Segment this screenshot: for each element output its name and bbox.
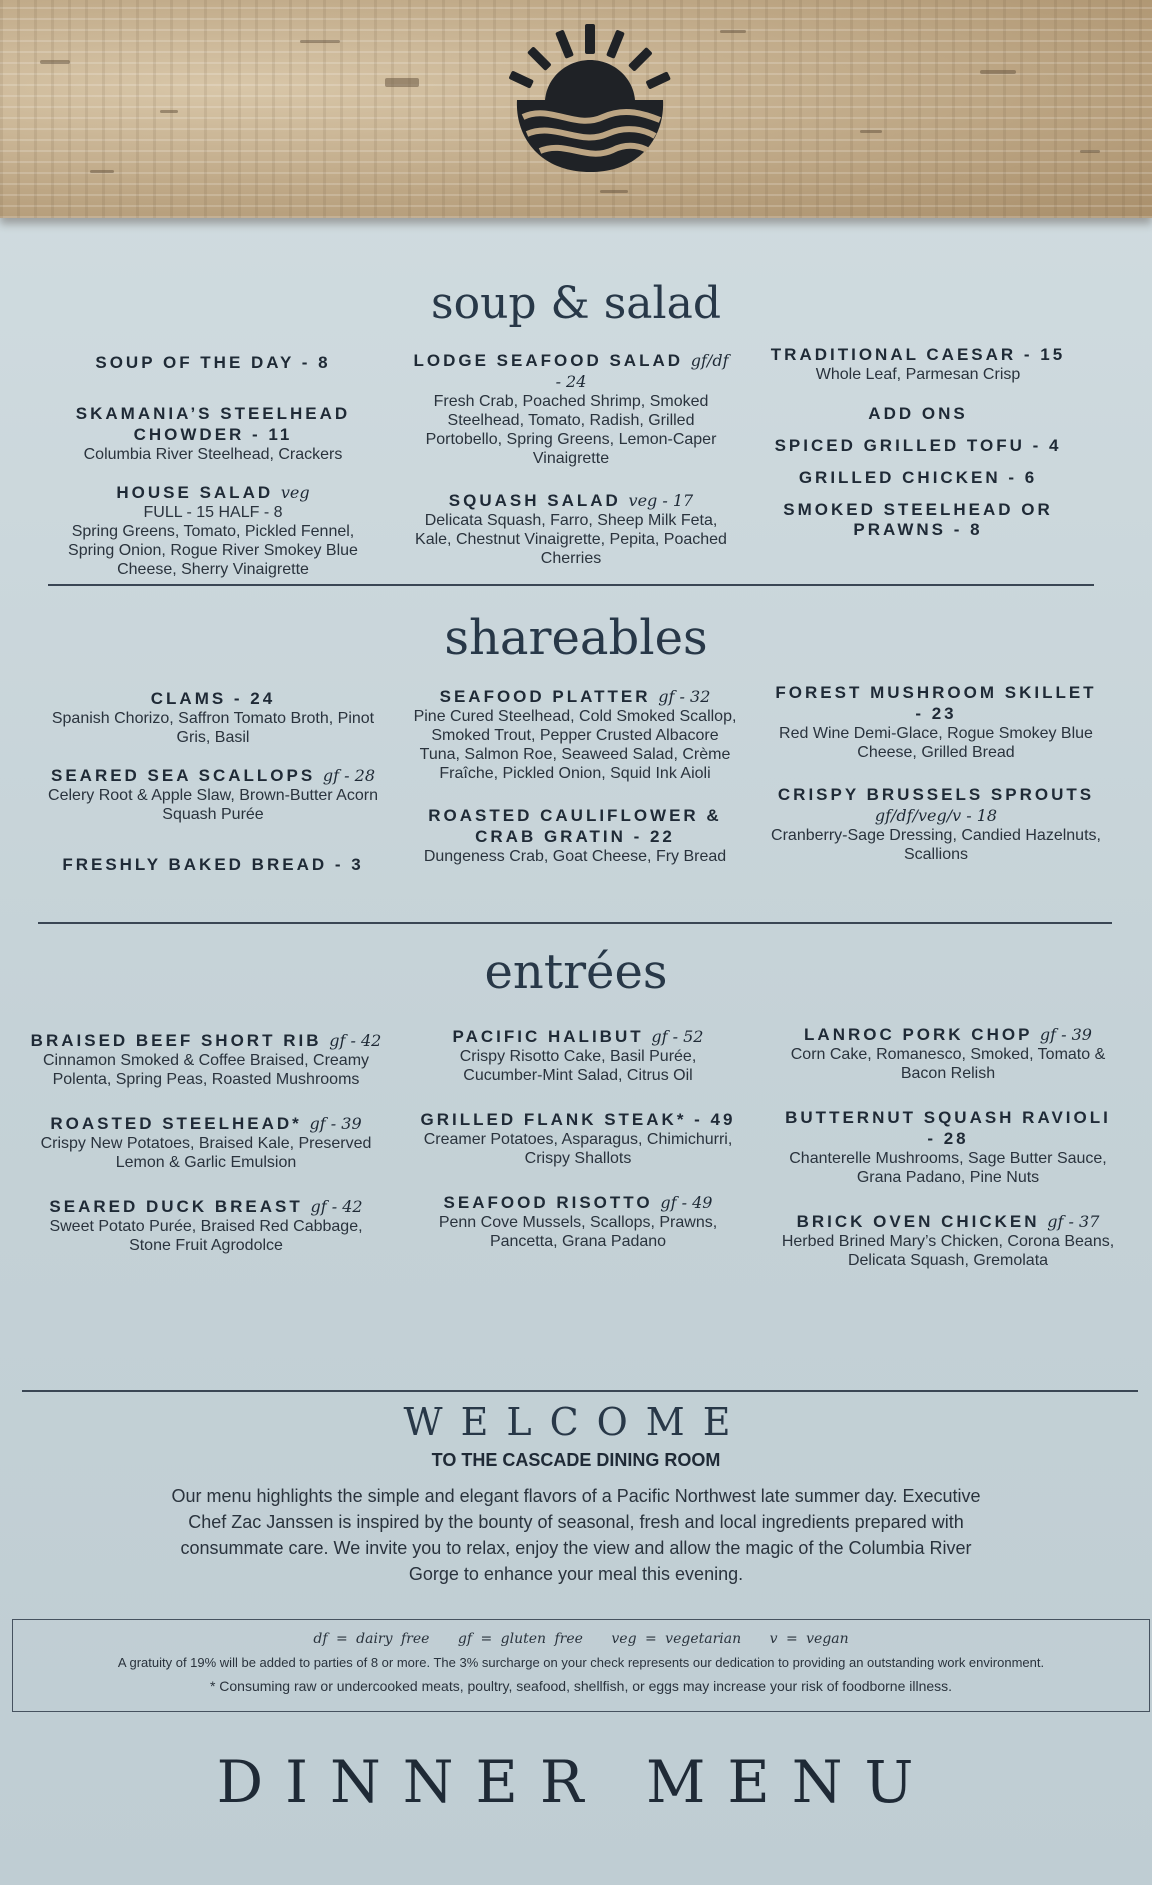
item-name: SEARED DUCK BREAST xyxy=(49,1197,303,1216)
item-desc: Sweet Potato Purée, Braised Red Cabbage, Stone Fruit Agrodolce xyxy=(49,1218,363,1254)
menu-item xyxy=(780,1211,1116,1270)
item-desc: Celery Root & Apple Slaw, Brown-Butter Acorn Squash Purée xyxy=(48,787,378,823)
item-desc: Crispy New Potatoes, Braised Kale, Preserved Lemon & Garlic Emulsion xyxy=(40,1135,372,1171)
item-desc: Cranberry-Sage Dressing, Candied Hazelnuts, Scallions xyxy=(771,827,1101,863)
menu-item xyxy=(418,1026,738,1085)
item-desc: Creamer Potatoes, Asparagus, Chimichurri, Crispy Shallots xyxy=(423,1131,733,1167)
legend-df: df = dairy free xyxy=(313,1631,430,1647)
item-desc: Herbed Brined Mary’s Chicken, Corona Beans, Delicata Squash, Gremolata xyxy=(781,1233,1115,1269)
section-divider xyxy=(48,584,1094,586)
item-desc: Penn Cove Mussels, Scallops, Prawns, Pancetta, Grana Padano xyxy=(438,1214,718,1250)
item-tag: gf/df/veg/v - 18 xyxy=(874,806,998,825)
entrees-center-column xyxy=(418,1026,738,1269)
soup-salad-right-column xyxy=(760,344,1076,552)
menu-item xyxy=(410,490,732,568)
item-tag: gf - 42 xyxy=(310,1197,363,1216)
menu-item xyxy=(48,352,378,373)
item-tag: gf - 49 xyxy=(660,1193,713,1212)
shareables-right-column xyxy=(768,682,1104,882)
soup-salad-left-column xyxy=(48,352,378,597)
menu-item xyxy=(780,1024,1116,1083)
shareables-left-column xyxy=(48,688,378,893)
menu-item xyxy=(410,350,732,468)
menu-item xyxy=(780,1107,1116,1187)
menu-item xyxy=(410,686,740,783)
item-tag: gf - 39 xyxy=(309,1114,362,1133)
addons-heading: ADD ONS xyxy=(868,404,968,423)
item-name: SQUASH SALAD xyxy=(448,491,621,510)
consumption-warning: * Consuming raw or undercooked meats, poultry, seafood, shellfish, or eggs may increase your risk of foodborne illness. xyxy=(209,1678,953,1694)
menu-item xyxy=(48,688,378,747)
section-divider xyxy=(38,922,1112,924)
item-name: ROASTED STEELHEAD* xyxy=(50,1114,302,1133)
item-desc: Fresh Crab, Poached Shrimp, Smoked Steelhead, Tomato, Radish, Grilled Portobello, Spring Greens, Lemon-Caper Vinaigrette xyxy=(425,393,717,467)
item-name: TRADITIONAL CAESAR - 15 xyxy=(770,345,1066,364)
item-name: BRICK OVEN CHICKEN xyxy=(796,1212,1040,1231)
menu-item xyxy=(28,1030,384,1089)
menu-item xyxy=(48,482,378,579)
entrees-left-column xyxy=(28,1030,384,1273)
item-desc: Dungeness Crab, Goat Cheese, Fry Bread xyxy=(423,848,727,865)
welcome-title: WELCOME xyxy=(403,1400,749,1444)
item-desc: Delicata Squash, Farro, Sheep Milk Feta, Kale, Chestnut Vinaigrette, Pepita, Poached Cherries xyxy=(415,512,727,567)
item-tag: gf - 28 xyxy=(322,766,376,785)
item-tag: gf - 32 xyxy=(658,687,711,706)
menu-item xyxy=(418,1192,738,1251)
item-name: LODGE SEAFOOD SALAD xyxy=(413,351,684,370)
item-name: SEAFOOD RISOTTO xyxy=(443,1193,653,1212)
item-name: GRILLED FLANK STEAK* - 49 xyxy=(420,1110,736,1129)
item-name: LANROC PORK CHOP xyxy=(804,1025,1033,1044)
item-tag: veg - 17 xyxy=(628,491,694,510)
legend-gf: gf = gluten free xyxy=(457,1631,583,1647)
clipboard-header xyxy=(0,0,1152,218)
menu-item xyxy=(760,344,1076,384)
shareables-center-column xyxy=(410,686,740,884)
item-tag: gf - 52 xyxy=(651,1027,704,1046)
item-name: HOUSE SALAD xyxy=(116,483,274,502)
welcome-body: Our menu highlights the simple and elegant flavors of a Pacific Northwest late summer day. Executive Chef Zac Janssen is inspired by the bounty of seasonal, fresh and local ingredients prepared with consummate care. We invite you to relax, enjoy the view and allow the magic of the Columbia River Gorge to enhance your meal this evening. xyxy=(171,1486,981,1584)
item-name: PACIFIC HALIBUT xyxy=(452,1027,644,1046)
menu-item xyxy=(48,765,378,824)
legend-v: v = vegan xyxy=(769,1631,849,1647)
entrees-right-column xyxy=(780,1024,1116,1288)
item-tag: gf - 39 xyxy=(1039,1025,1092,1044)
menu-item xyxy=(768,784,1104,864)
menu-item xyxy=(48,403,378,464)
soup-salad-title: soup & salad xyxy=(431,278,721,329)
item-name: SKAMANIA’S STEELHEAD CHOWDER - 11 xyxy=(75,404,351,444)
legend-box xyxy=(12,1619,1150,1712)
legend-veg: veg = vegetarian xyxy=(611,1631,742,1647)
addon-item: GRILLED CHICKEN - 6 xyxy=(798,468,1038,487)
item-desc: Red Wine Demi-Glace, Rogue Smokey Blue Cheese, Grilled Bread xyxy=(779,725,1093,761)
item-desc: Pine Cured Steelhead, Cold Smoked Scallop, Smoked Trout, Pepper Crusted Albacore Tuna, Salmon Roe, Seaweed Salad, Crème Fraîche, Pickled Onion, Squid Ink Aioli xyxy=(413,708,737,782)
menu-item xyxy=(28,1113,384,1172)
shareables-title: shareables xyxy=(444,610,708,666)
item-name: BRAISED BEEF SHORT RIB xyxy=(30,1031,322,1050)
menu-item xyxy=(768,682,1104,762)
item-tag: gf - 37 xyxy=(1047,1212,1100,1231)
item-tag: gf/df - 24 xyxy=(555,351,729,391)
menu-item xyxy=(28,1196,384,1255)
soup-salad-center-column xyxy=(410,350,732,586)
item-name: FRESHLY BAKED BREAD - 3 xyxy=(62,855,364,874)
welcome-subtitle: TO THE CASCADE DINING ROOM xyxy=(431,1450,721,1470)
item-name: BUTTERNUT SQUASH RAVIOLI - 28 xyxy=(785,1108,1111,1148)
addon-item: SPICED GRILLED TOFU - 4 xyxy=(774,436,1062,455)
item-name: FOREST MUSHROOM SKILLET - 23 xyxy=(775,683,1097,723)
item-desc: Spanish Chorizo, Saffron Tomato Broth, Pinot Gris, Basil xyxy=(51,710,375,746)
item-desc: Crispy Risotto Cake, Basil Purée, Cucumber-Mint Salad, Citrus Oil xyxy=(459,1048,697,1084)
item-name: SEAFOOD PLATTER xyxy=(439,687,651,706)
item-desc: Cinnamon Smoked & Coffee Braised, Creamy Polenta, Spring Peas, Roasted Mushrooms xyxy=(42,1052,370,1088)
menu-item xyxy=(418,1109,738,1168)
item-desc: Whole Leaf, Parmesan Crisp xyxy=(815,366,1021,383)
item-name: CRISPY BRUSSELS SPROUTS xyxy=(777,785,1095,804)
item-desc: FULL - 15 HALF - 8 Spring Greens, Tomato, Pickled Fennel, Spring Onion, Rogue River Smokey Blue Cheese, Sherry Vinaigrette xyxy=(68,504,358,578)
addon-item: SMOKED STEELHEAD OR PRAWNS - 8 xyxy=(783,500,1053,539)
item-name: SOUP OF THE DAY - 8 xyxy=(95,353,331,372)
menu-item xyxy=(48,854,378,875)
item-desc: Corn Cake, Romanesco, Smoked, Tomato & Bacon Relish xyxy=(790,1046,1106,1082)
item-name: ROASTED CAULIFLOWER & CRAB GRATIN - 22 xyxy=(428,806,722,846)
sunrise-waves-logo-icon xyxy=(505,22,675,180)
item-name: CLAMS - 24 xyxy=(150,689,276,708)
item-name: SEARED SEA SCALLOPS xyxy=(50,766,316,785)
menu-item xyxy=(410,805,740,866)
item-tag: gf - 42 xyxy=(329,1031,382,1050)
entrees-title: entrées xyxy=(484,944,668,1000)
gratuity-note: A gratuity of 19% will be added to parties of 8 or more. The 3% surcharge on your check represents our dedication to providing an outstanding work environment. xyxy=(117,1655,1045,1670)
item-desc: Columbia River Steelhead, Crackers xyxy=(83,446,343,463)
dinner-menu-title: DINNER MENU xyxy=(216,1748,936,1816)
diet-legend xyxy=(13,1631,1149,1647)
section-divider xyxy=(22,1390,1138,1392)
item-tag: veg xyxy=(280,483,310,502)
item-desc: Chanterelle Mushrooms, Sage Butter Sauce, Grana Padano, Pine Nuts xyxy=(789,1150,1107,1186)
